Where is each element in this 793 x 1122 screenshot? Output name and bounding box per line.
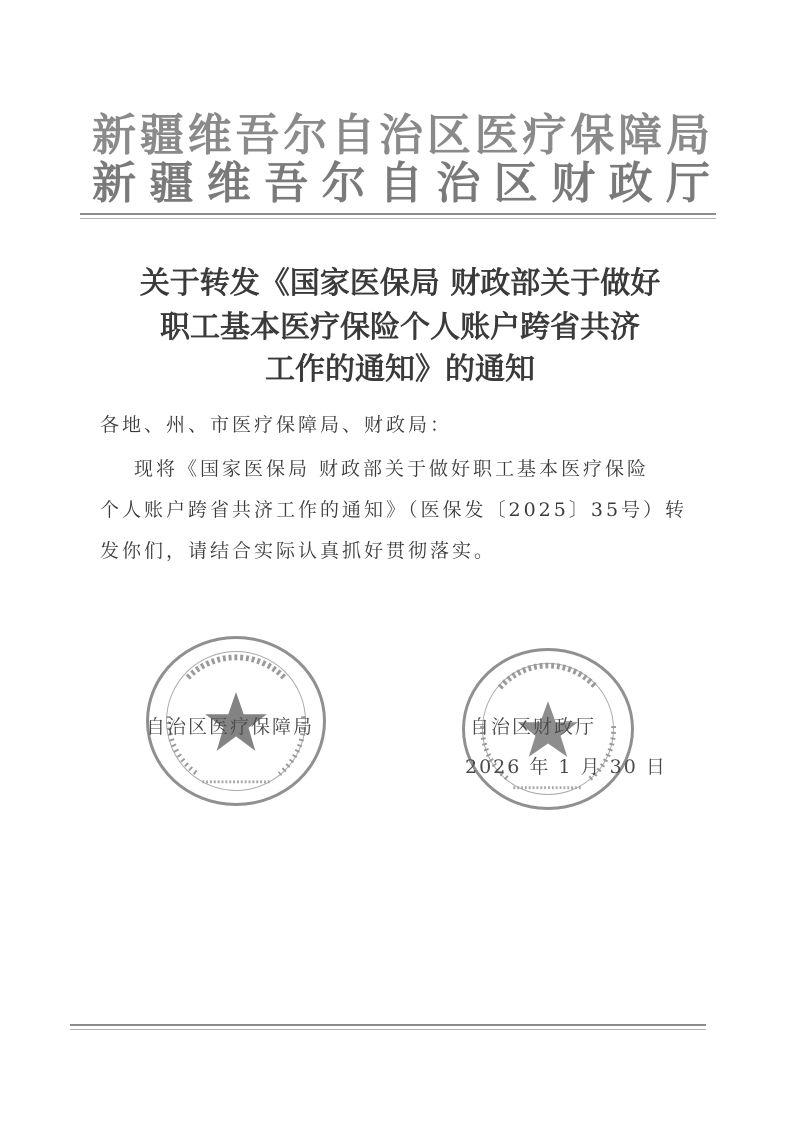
issue-date: 2026 年 1 月 30 日 (465, 756, 667, 778)
issuer-header-line-1: 新疆维吾尔自治区医疗保障局 (92, 110, 712, 161)
document-title-line-1: 关于转发《国家医保局 财政部关于做好 (139, 266, 661, 301)
document-title-line-2: 职工基本医疗保险个人账户跨省共济 (160, 310, 640, 345)
body-paragraph-line-1: 现将《国家医保局 财政部关于做好职工基本医疗保险 (134, 458, 650, 480)
body-paragraph-line-3: 发你们，请结合实际认真抓好贯彻落实。 (100, 540, 497, 562)
header-divider-thin (80, 218, 716, 219)
document-title-line-3: 工作的通知》的通知 (265, 352, 535, 387)
signer-medical-security-bureau: 自治区医疗保障局 (146, 716, 315, 738)
header-divider (80, 213, 716, 215)
body-paragraph-line-2: 个人账户跨省共济工作的通知》（医保发〔2025〕35号）转 (100, 499, 688, 521)
footer-divider-thin (70, 1029, 706, 1030)
signer-finance-department: 自治区财政厅 (470, 716, 597, 738)
salutation: 各地、州、市医疗保障局、财政局： (100, 414, 453, 436)
issuer-header-line-2: 新疆维吾尔自治区财政厅 (92, 158, 712, 209)
footer-divider (70, 1024, 706, 1026)
